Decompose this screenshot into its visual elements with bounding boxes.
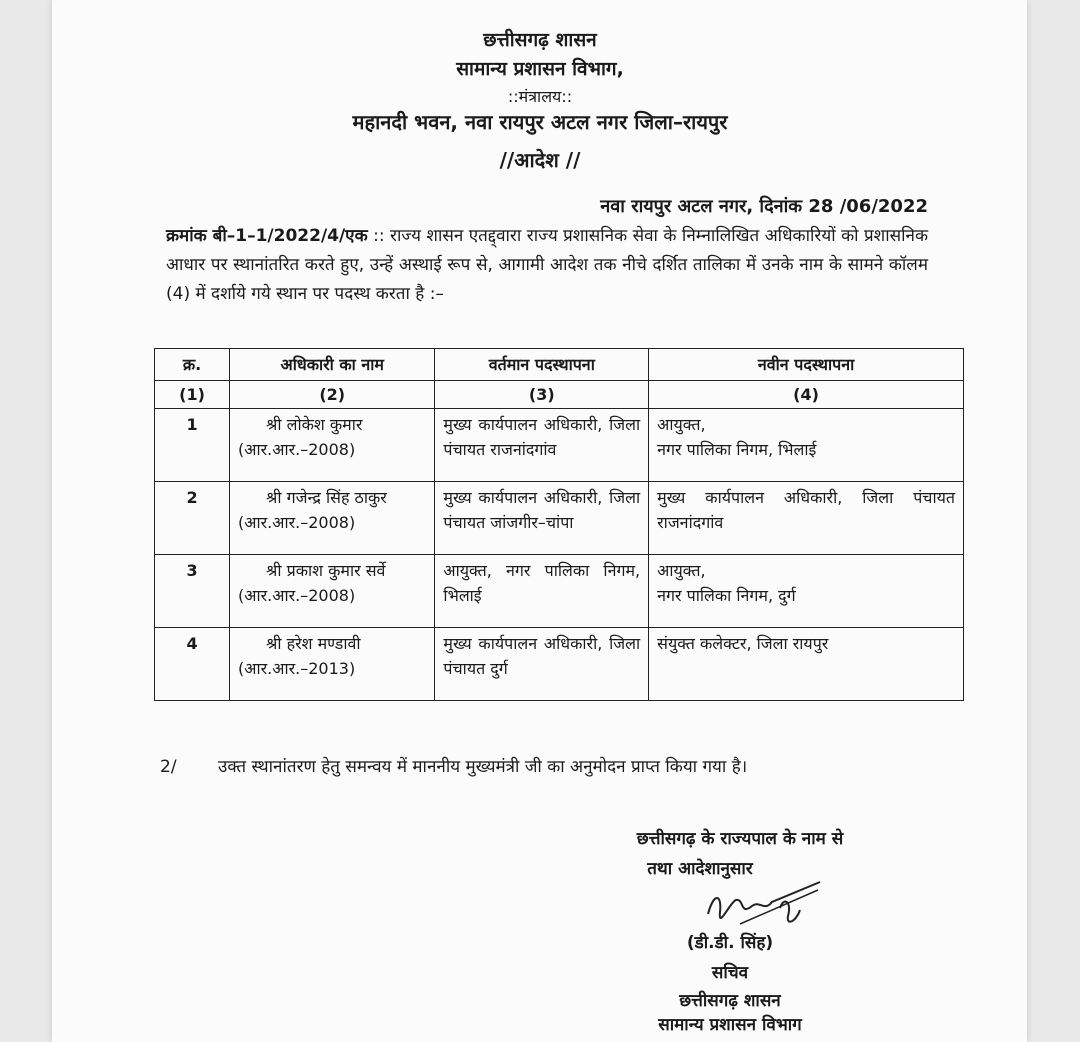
order-title: //आदेश // (499, 148, 581, 172)
table-row (155, 409, 964, 482)
officer-cell (230, 555, 435, 628)
officer-batch: (आर.आर.–2008) (238, 513, 356, 532)
header-serial: क्र. (155, 349, 230, 381)
serial-number: 4 (155, 628, 230, 701)
table-header-row (155, 349, 964, 381)
signature-authority-line2: तथा आदेशानुसार (647, 859, 753, 879)
officer-name: श्री लोकेश कुमार (266, 415, 363, 434)
paragraph-number: 2/ (160, 757, 177, 777)
table-row (155, 482, 964, 555)
new-posting-line2: नगर पालिका निगम, भिलाई (657, 440, 817, 459)
officer-name: श्री हरेश मण्डावी (266, 634, 361, 653)
order-paragraph (166, 222, 928, 309)
approval-paragraph (160, 752, 926, 782)
signature-authority-line1: छत्तीसगढ़ के राज्यपाल के नाम से (636, 829, 844, 849)
new-posting-line1: संयुक्त कलेक्टर, जिला रायपुर (657, 634, 829, 653)
new-posting-cell (649, 628, 964, 701)
new-posting-cell (649, 555, 964, 628)
transfer-table (154, 348, 964, 701)
new-posting-line2: नगर पालिका निगम, दुर्ग (657, 586, 796, 605)
officer-batch: (आर.आर.–2008) (238, 440, 356, 459)
serial-number: 2 (155, 482, 230, 555)
new-posting-line1: मुख्य कार्यपालन अधिकारी, जिला पंचायत राजनांदगांव (657, 488, 955, 532)
signatory-designation: सचिव (711, 963, 749, 983)
new-posting-cell (649, 482, 964, 555)
column-number: (3) (435, 381, 649, 409)
column-number: (2) (230, 381, 435, 409)
signatory-org2: सामान्य प्रशासन विभाग (658, 1015, 802, 1035)
column-number-row (155, 381, 964, 409)
serial-number: 3 (155, 555, 230, 628)
officer-cell (230, 628, 435, 701)
current-posting: आयुक्त, नगर पालिका निगम, भिलाई (435, 555, 649, 628)
column-number: (4) (649, 381, 964, 409)
signatory-name: (डी.डी. सिंह) (686, 933, 774, 953)
signatory-org1: छत्तीसगढ़ शासन (679, 991, 781, 1011)
approval-text: उक्त स्थानांतरण हेतु समन्वय में माननीय मुख्यमंत्री जी का अनुमोदन प्राप्त किया गया है। (218, 757, 748, 777)
officer-cell (230, 409, 435, 482)
serial-number: 1 (155, 409, 230, 482)
officer-name: श्री गजेन्द्र सिंह ठाकुर (266, 488, 387, 507)
header-ministry: ::मंत्रालय:: (507, 87, 573, 106)
header-officer-name: अधिकारी का नाम (230, 349, 435, 381)
header-address: महानदी भवन, नवा रायपुर अटल नगर जिला–रायपुर (352, 110, 728, 134)
table-row (155, 555, 964, 628)
new-posting-line1: आयुक्त, (657, 415, 706, 434)
order-reference-number: क्रमांक बी–1–1/2022/4/एक (166, 226, 368, 246)
new-posting-line1: आयुक्त, (657, 561, 706, 580)
order-paragraph-text: :: राज्य शासन एतद्द्वारा राज्य प्रशासनिक सेवा के निम्नालिखित अधिकारियों को प्रशासनिक आधार पर स्थानांतरित करते हुए, उन्हें अस्थाई रूप से, आगामी आदेश तक नीचे दर्शित तालिका में उनके नाम के सामने कॉलम (4) में दर्शाये गये स्थान पर पदस्थ करता है :– (166, 226, 929, 304)
officer-batch: (आर.आर.–2013) (238, 659, 356, 678)
header-new-posting: नवीन पदस्थापना (649, 349, 964, 381)
officer-cell (230, 482, 435, 555)
current-posting: मुख्य कार्यपालन अधिकारी, जिला पंचायत राजनांदगांव (435, 409, 649, 482)
header-current-posting: वर्तमान पदस्थापना (435, 349, 649, 381)
officer-batch: (आर.आर.–2008) (238, 586, 356, 605)
current-posting: मुख्य कार्यपालन अधिकारी, जिला पंचायत दुर्ग (435, 628, 649, 701)
header-government: छत्तीसगढ़ शासन (483, 29, 597, 51)
officer-name: श्री प्रकाश कुमार सर्वे (266, 561, 386, 580)
current-posting: मुख्य कार्यपालन अधिकारी, जिला पंचायत जांजगीर–चांपा (435, 482, 649, 555)
order-date: नवा रायपुर अटल नगर, दिनांक 28 /06/2022 (600, 196, 928, 217)
new-posting-cell (649, 409, 964, 482)
header-department: सामान्य प्रशासन विभाग, (456, 58, 624, 80)
table-row (155, 628, 964, 701)
column-number: (1) (155, 381, 230, 409)
